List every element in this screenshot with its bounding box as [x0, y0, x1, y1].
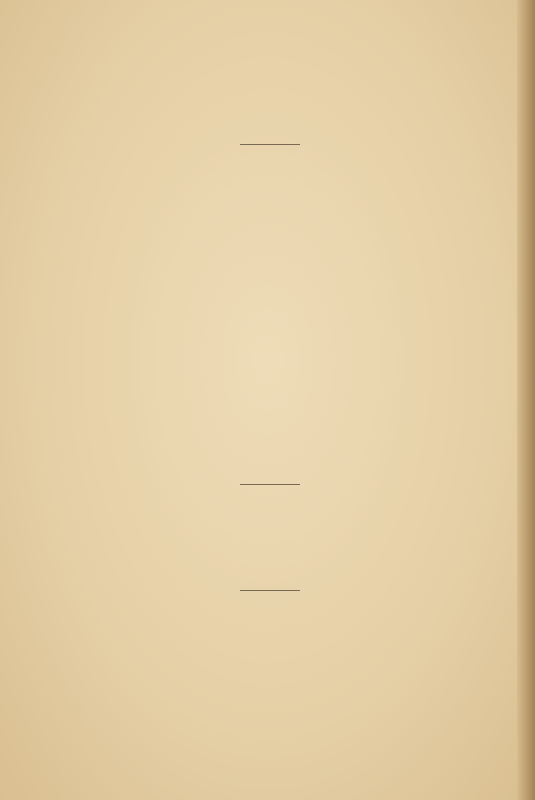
title-rule — [240, 144, 300, 145]
section-rule-2 — [240, 590, 300, 591]
section-rule — [240, 484, 300, 485]
page-spine — [517, 0, 535, 800]
